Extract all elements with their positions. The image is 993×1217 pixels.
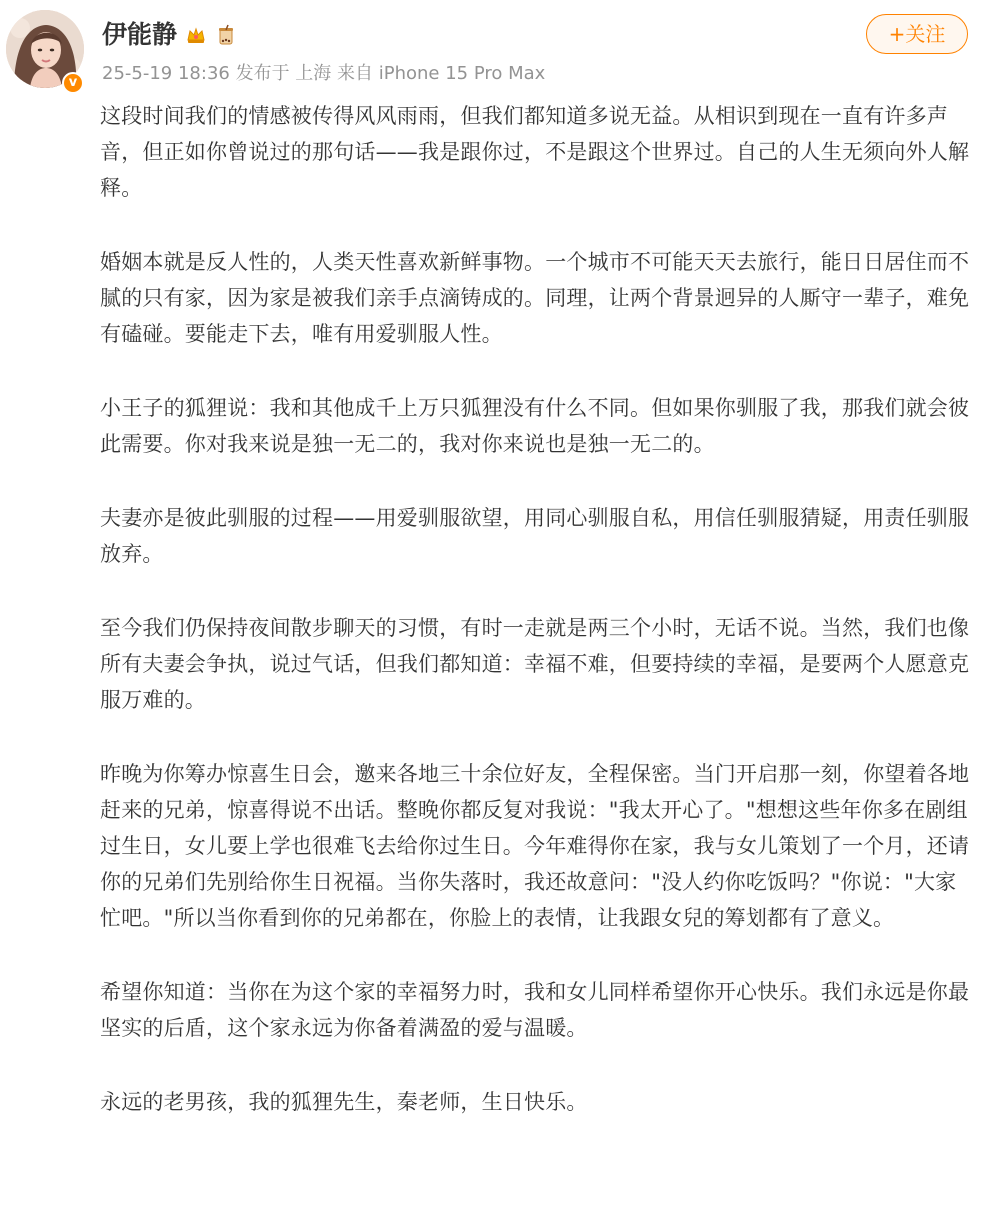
post-paragraph: 婚姻本就是反人性的，人类天性喜欢新鲜事物。一个城市不可能天天去旅行，能日日居住而不腻的只有家，因为家是被我们亲手点滴铸成的。同理，让两个背景迥异的人厮守一辈子，难免有磕碰。要能走下去，唯有用爱驯服人性。 [100, 250, 970, 346]
post-content [100, 98, 972, 1120]
post-meta: 25-5-19 18:36 发布于 上海 来自 iPhone 15 Pro Max [102, 63, 546, 84]
post-paragraph: 小王子的狐狸说：我和其他成千上万只狐狸没有什么不同。但如果你驯服了我，那我们就会彼此需要。你对我来说是独一无二的，我对你来说也是独一无二的。 [100, 396, 970, 456]
author-name[interactable]: 伊能静 [102, 20, 178, 49]
post-paragraph: 至今我们仍保持夜间散步聊天的习惯，有时一走就是两三个小时，无话不说。当然，我们也像所有夫妻会争执，说过气话，但我们都知道：幸福不难，但要持续的幸福，是要两个人愿意克服万难的。 [100, 616, 970, 712]
author-name-row [102, 18, 237, 52]
post-paragraph: 永远的老男孩，我的狐狸先生，秦老师，生日快乐。 [100, 1090, 588, 1114]
verified-badge-icon: v [62, 72, 84, 94]
follow-button[interactable]: +关注 [866, 14, 968, 54]
crown-icon [185, 24, 207, 46]
post-header [0, 0, 993, 96]
post-paragraph: 夫妻亦是彼此驯服的过程——用爱驯服欲望，用同心驯服自私，用信任驯服猜疑，用责任驯服放弃。 [100, 506, 970, 566]
bubble-tea-icon [215, 24, 237, 46]
post-paragraph: 昨晚为你筹办惊喜生日会，邀来各地三十余位好友，全程保密。当门开启那一刻，你望着各地赶来的兄弟，惊喜得说不出话。整晚你都反复对我说："我太开心了。"想想这些年你多在剧组过生日，女儿要上学也很难飞去给你过生日。今年难得你在家，我与女儿策划了一个月，还请你的兄弟们先别给你生日祝福。当你失落时，我还故意问："没人约你吃饭吗？"你说："大家忙吧。"所以当你看到你的兄弟都在，你脸上的表情，让我跟女兒的筹划都有了意义。 [100, 762, 970, 930]
post-paragraph: 这段时间我们的情感被传得风风雨雨，但我们都知道多说无益。从相识到现在一直有许多声音，但正如你曾说过的那句话——我是跟你过，不是跟这个世界过。自己的人生无须向外人解释。 [100, 104, 970, 200]
post-paragraph: 希望你知道：当你在为这个家的幸福努力时，我和女儿同样希望你开心快乐。我们永远是你最坚实的后盾，这个家永远为你备着满盈的爱与温暖。 [100, 980, 970, 1040]
